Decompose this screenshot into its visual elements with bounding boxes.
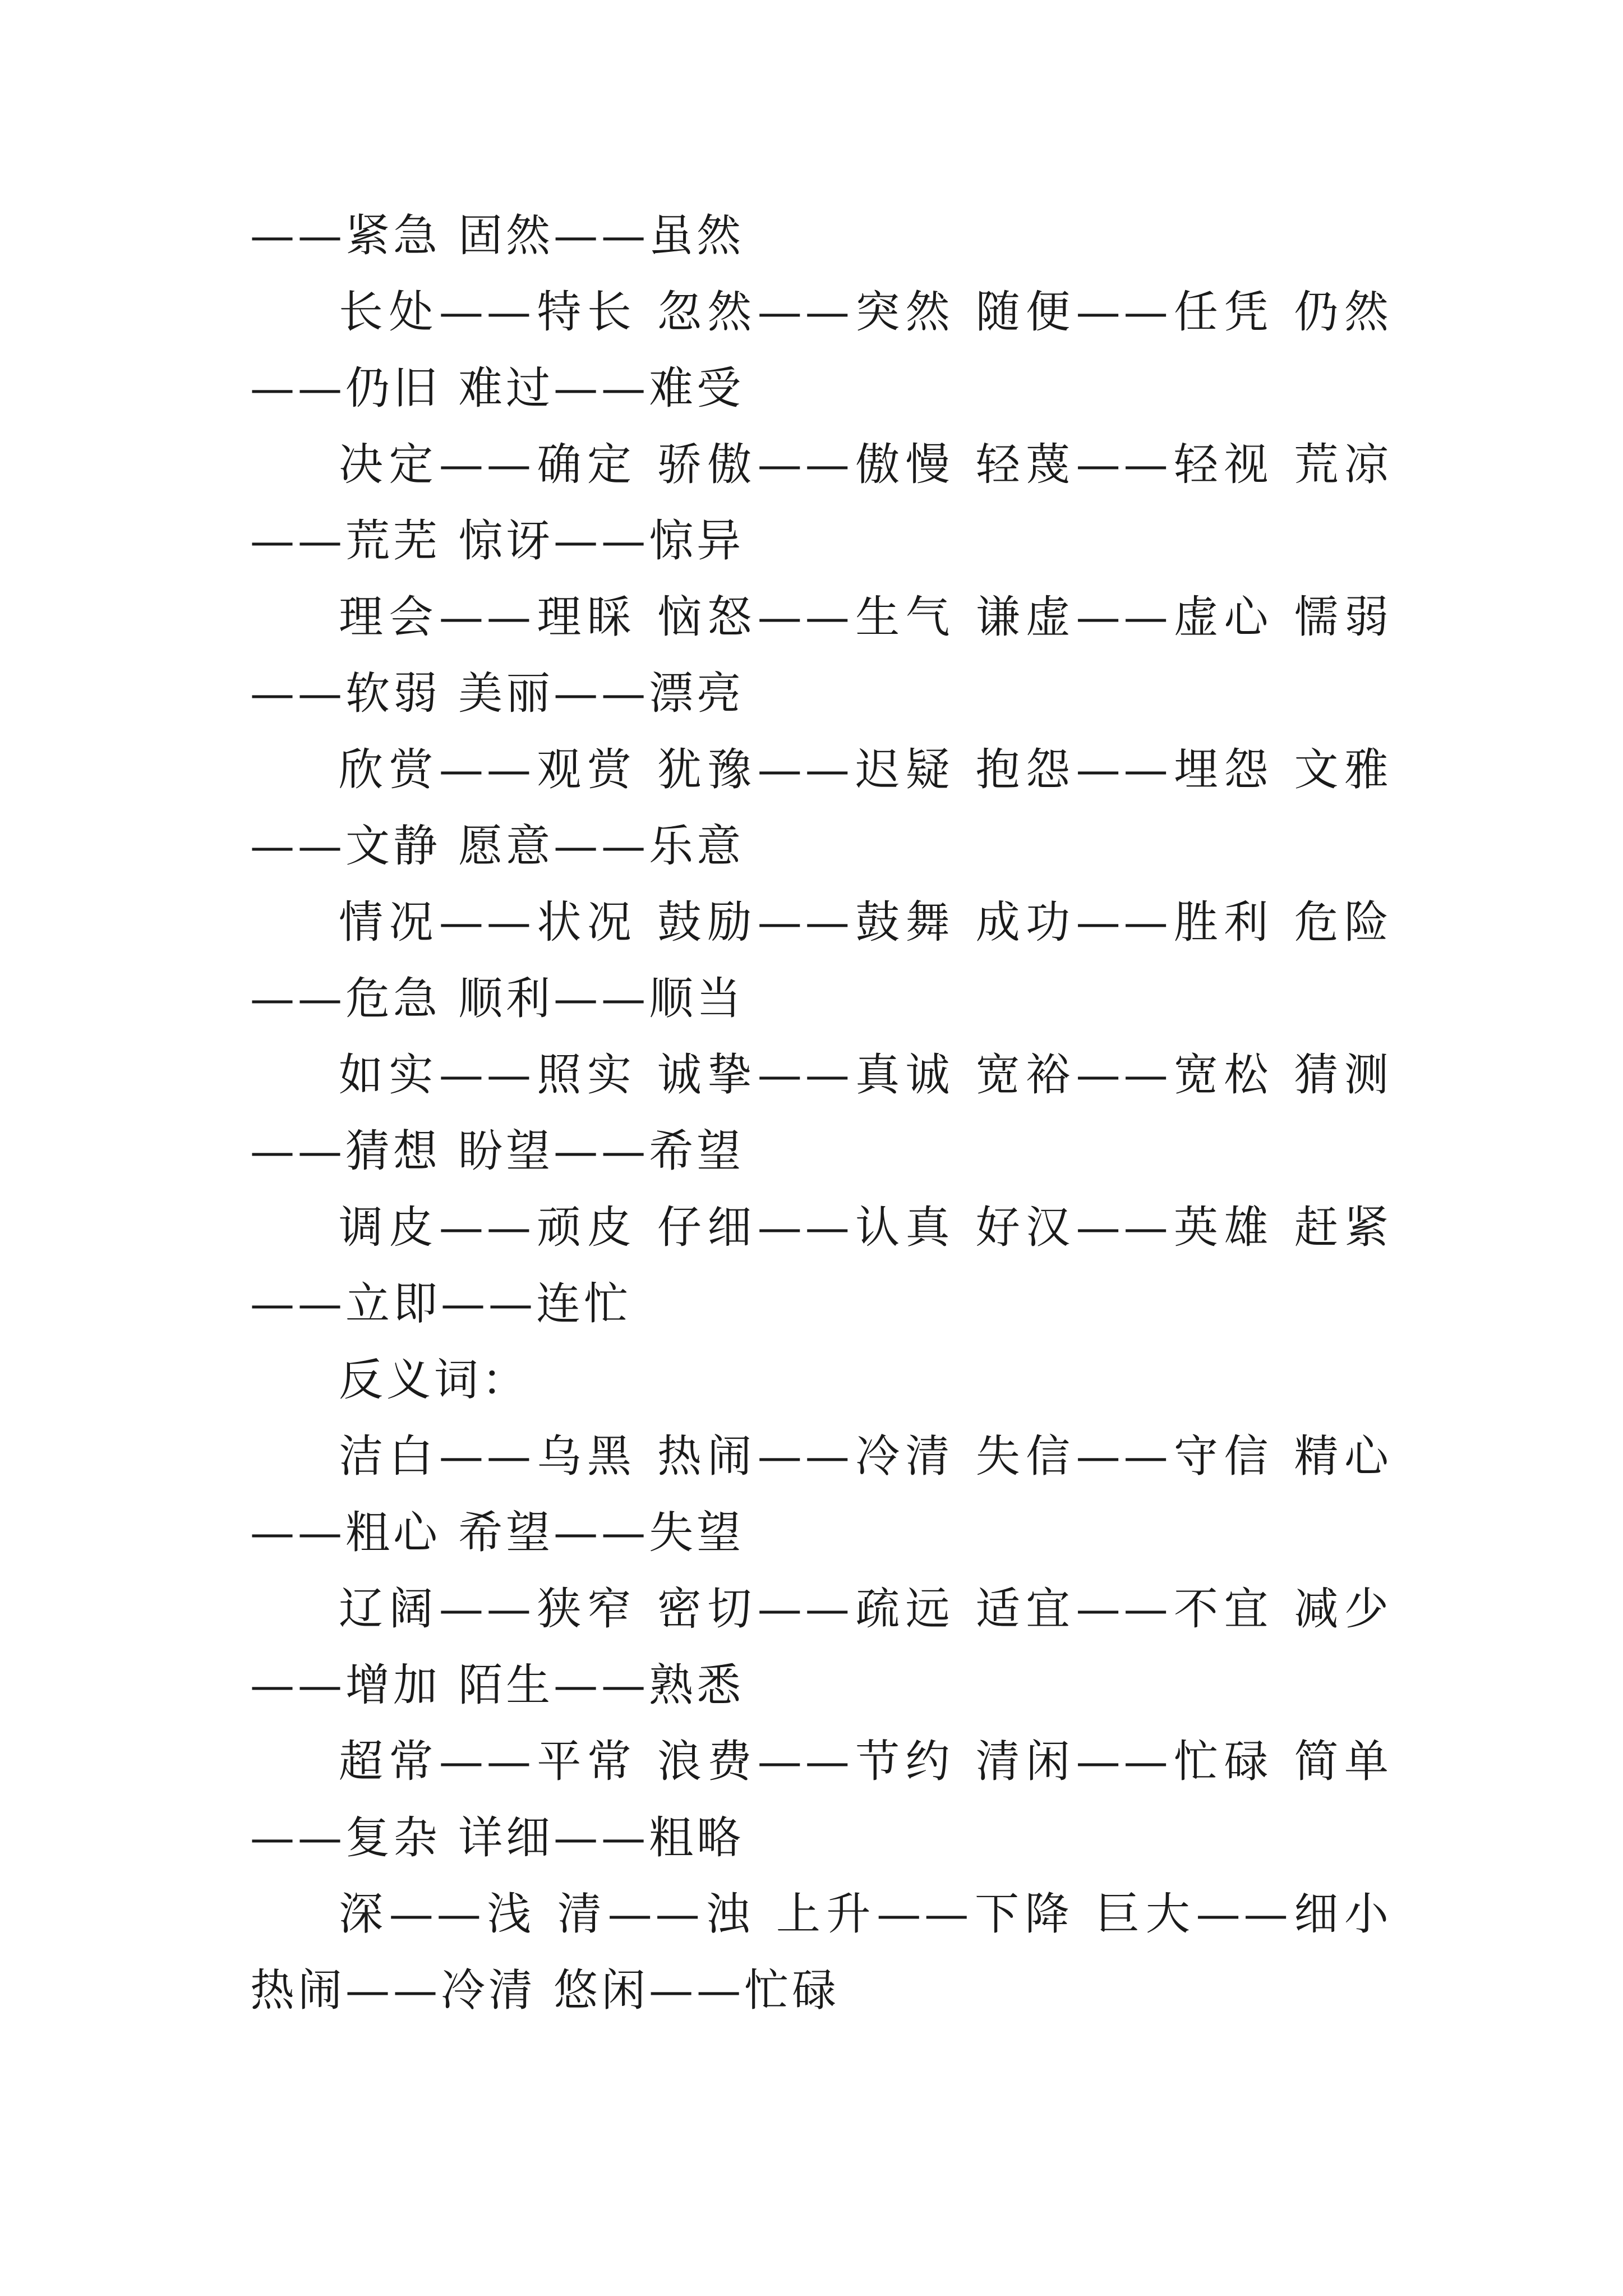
paragraph-antonyms-4: 深——浅 清——浊 上升——下降 巨大——细小 热闹——冷清 悠闲——忙碌: [250, 1888, 1392, 2016]
paragraph-synonyms-3: 理会——理睬 恼怒——生气 谦虚——虚心 懦弱——软弱 美丽——漂亮: [250, 591, 1392, 719]
paragraph-synonyms-6: 如实——照实 诚挚——真诚 宽裕——宽松 猜测——猜想 盼望——希望: [250, 1049, 1392, 1177]
section-heading-antonyms: 反义词：: [339, 1354, 529, 1406]
paragraph-antonyms-1: 洁白——乌黑 热闹——冷清 失信——守信 精心——粗心 希望——失望: [250, 1430, 1392, 1558]
paragraph-synonyms-2: 决定——确定 骄傲——傲慢 轻蔑——轻视 荒凉——荒芜 惊讶——惊异: [250, 439, 1392, 567]
paragraph-antonyms-2: 辽阔——狭窄 密切——疏远 适宜——不宜 减少——增加 陌生——熟悉: [250, 1583, 1392, 1711]
paragraph-continuation: ——紧急 固然——虽然: [250, 210, 745, 261]
paragraph-synonyms-7: 调皮——顽皮 仔细——认真 好汉——英雄 赶紧——立即——连忙: [250, 1202, 1392, 1329]
document-body: [250, 197, 1392, 2028]
paragraph-synonyms-4: 欣赏——观赏 犹豫——迟疑 抱怨——埋怨 文雅——文静 愿意——乐意: [250, 744, 1392, 872]
paragraph-antonyms-3: 超常——平常 浪费——节约 清闲——忙碌 简单——复杂 详细——粗略: [250, 1736, 1392, 1864]
paragraph-synonyms-1: 长处——特长 忽然——突然 随便——任凭 仍然——仍旧 难过——难受: [250, 286, 1392, 414]
paragraph-synonyms-5: 情况——状况 鼓励——鼓舞 成功——胜利 危险——危急 顺利——顺当: [250, 896, 1392, 1024]
